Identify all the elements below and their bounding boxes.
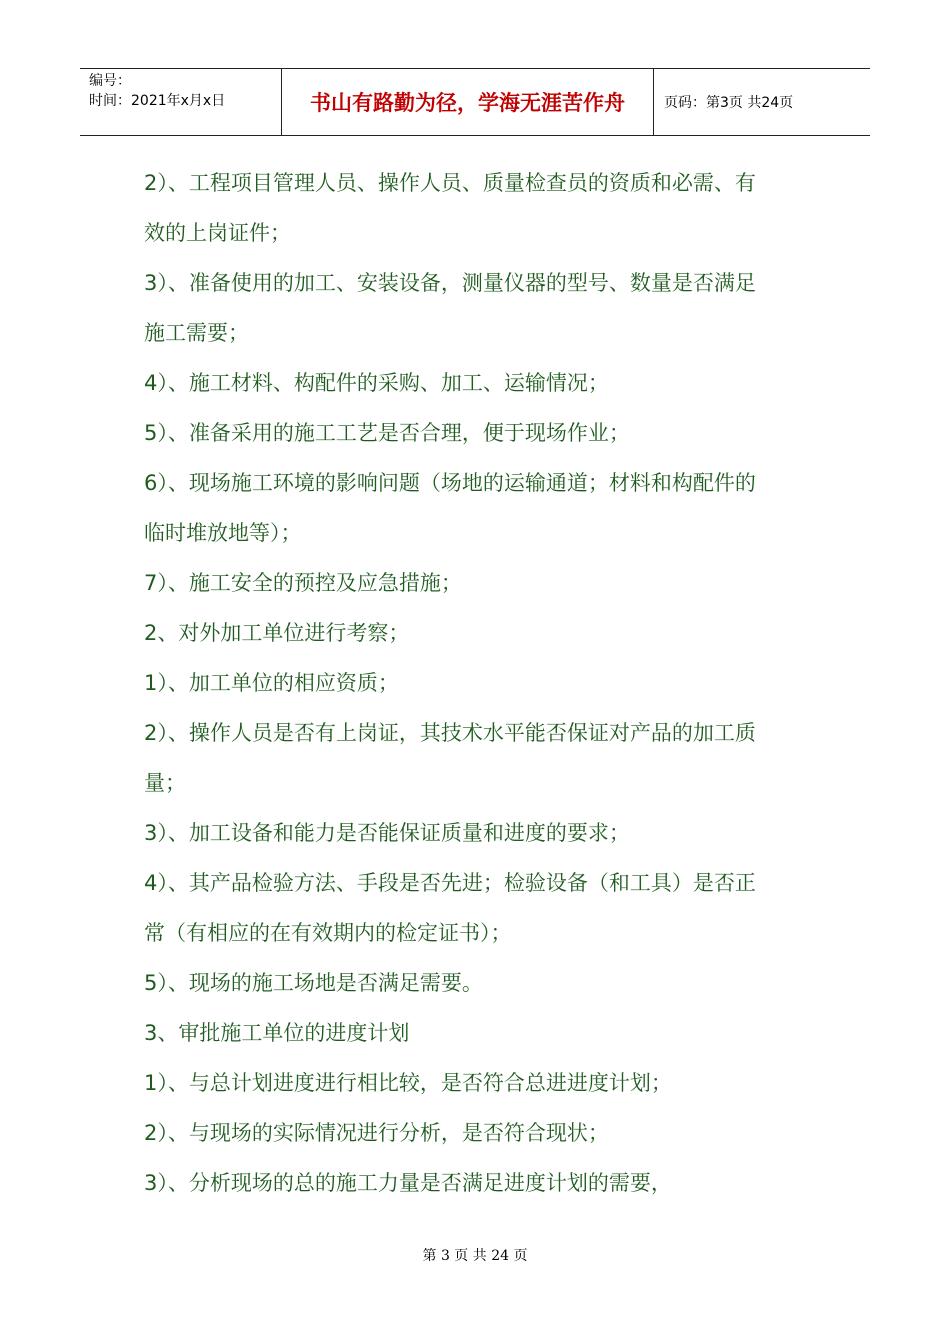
body-line: 2）、与现场的实际情况进行分析，是否符合现状； [144,1121,609,1145]
header-page-info: 页码：第3页 共24页 [664,95,794,111]
body-line: 5）、现场的施工场地是否满足需要。 [144,971,483,995]
body-line: 2）、工程项目管理人员、操作人员、质量检查员的资质和必需、有 [144,171,756,195]
body-line: 4）、施工材料、构配件的采购、加工、运输情况； [144,371,609,395]
body-line: 3）、准备使用的加工、安装设备，测量仪器的型号、数量是否满足 [144,271,756,295]
body-line: 5）、准备采用的施工工艺是否合理，便于现场作业； [144,421,630,445]
body-line: 1）、与总计划进度进行相比较，是否符合总进进度计划； [144,1071,672,1095]
document-body [144,158,824,1208]
body-line: 6）、现场施工环境的影响问题（场地的运输通道；材料和构配件的 [144,471,756,495]
body-line: 效的上岗证件； [144,221,291,245]
body-line: 量； [144,771,186,795]
body-line: 1）、加工单位的相应资质； [144,671,399,695]
document-date-label: 时间：2021年x月x日 [89,93,226,109]
body-line: 7）、施工安全的预控及应急措施； [144,571,462,595]
document-number-label: 编号： [89,73,131,89]
body-line: 常（有相应的在有效期内的检定证书）； [144,921,512,945]
body-line: 3、审批施工单位的进度计划 [144,1021,410,1045]
body-line: 2）、操作人员是否有上岗证，其技术水平能否保证对产品的加工质 [144,721,756,745]
body-line: 4）、其产品检验方法、手段是否先进；检验设备（和工具）是否正 [144,871,756,895]
page-header [80,68,870,136]
body-line: 临时堆放地等）； [144,521,302,545]
body-line: 3）、加工设备和能力是否能保证质量和进度的要求； [144,821,630,845]
page-footer: 第 3 页 共 24 页 [422,1248,528,1264]
header-meta [80,69,282,135]
body-line: 2、对外加工单位进行考察； [144,621,410,645]
body-line: 施工需要； [144,321,249,345]
body-line: 3）、分析现场的总的施工力量是否满足进度计划的需要， [144,1171,672,1195]
header-motto: 书山有路勤为径，学海无涯苦作舟 [282,69,654,135]
